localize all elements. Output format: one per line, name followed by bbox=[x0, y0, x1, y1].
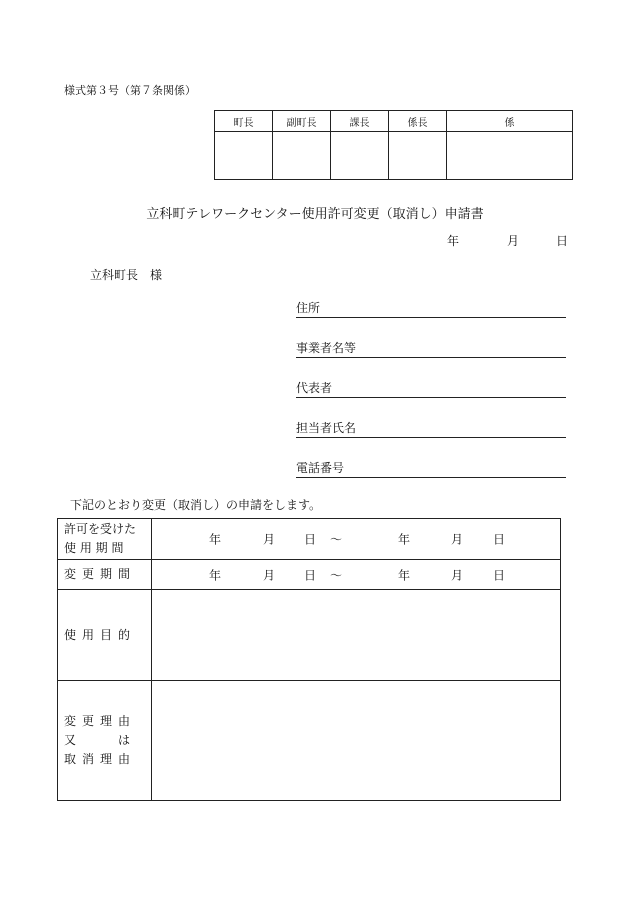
period1-tilde: ～ bbox=[330, 532, 343, 547]
reason-line2-char1: 又 bbox=[64, 733, 77, 747]
approval-stamp-table bbox=[214, 110, 573, 180]
period1-end-year: 年 bbox=[398, 532, 411, 547]
change-period-char1: 変 bbox=[64, 567, 77, 581]
reason-label bbox=[58, 681, 152, 801]
representative-field[interactable] bbox=[296, 380, 566, 398]
reason-line3-char2: 消 bbox=[81, 752, 94, 766]
approval-stamp-mayor[interactable] bbox=[215, 132, 273, 180]
period2-start-day: 日 bbox=[304, 568, 317, 582]
change-period-label bbox=[58, 560, 152, 590]
purpose-char2: 用 bbox=[81, 627, 94, 642]
purpose-char3: 目 bbox=[99, 627, 112, 642]
permitted-period-label-line2: 使 用 期 間 bbox=[64, 541, 124, 555]
approval-header-subsection-chief: 係長 bbox=[389, 111, 447, 132]
permitted-period-label bbox=[58, 519, 152, 560]
business-name-field[interactable] bbox=[296, 340, 566, 358]
period2-start-month: 月 bbox=[263, 568, 276, 582]
approval-stamp-subsection-chief[interactable] bbox=[389, 132, 447, 180]
permitted-period-value[interactable] bbox=[152, 519, 561, 560]
permitted-period-label-line1: 許可を受けた bbox=[64, 522, 137, 536]
address-label: 住所 bbox=[296, 301, 321, 315]
form-number: 様式第３号（第７条関係） bbox=[64, 84, 196, 97]
phone-field[interactable] bbox=[296, 460, 566, 478]
approval-header-staff: 係 bbox=[447, 111, 573, 132]
change-period-value[interactable] bbox=[152, 560, 561, 590]
approval-header-section-chief: 課長 bbox=[331, 111, 389, 132]
reason-line2-char2: は bbox=[117, 733, 130, 747]
change-period-char3: 期 bbox=[99, 567, 112, 581]
application-table bbox=[57, 518, 561, 801]
reason-line1-char4: 由 bbox=[117, 714, 130, 728]
period2-end-day: 日 bbox=[493, 568, 506, 582]
date-month: 月 bbox=[507, 234, 520, 248]
date-day: 日 bbox=[556, 234, 569, 248]
period1-start-month: 月 bbox=[263, 532, 276, 547]
approval-stamp-deputy-mayor[interactable] bbox=[273, 132, 331, 180]
purpose-char1: 使 bbox=[64, 627, 77, 642]
contact-person-field[interactable] bbox=[296, 420, 566, 438]
approval-stamp-section-chief[interactable] bbox=[331, 132, 389, 180]
addressee: 立科町長 様 bbox=[90, 268, 163, 282]
period2-end-year: 年 bbox=[398, 568, 411, 582]
period2-tilde: ～ bbox=[330, 568, 343, 582]
change-period-char4: 間 bbox=[117, 567, 130, 581]
reason-line1-char3: 理 bbox=[99, 714, 112, 728]
purpose-char4: 的 bbox=[117, 627, 130, 642]
representative-label: 代表者 bbox=[296, 381, 333, 395]
reason-line3-char4: 由 bbox=[117, 752, 130, 766]
approval-stamp-staff[interactable] bbox=[447, 132, 573, 180]
purpose-label bbox=[58, 590, 152, 681]
period2-end-month: 月 bbox=[451, 568, 464, 582]
period2-start-year: 年 bbox=[209, 568, 222, 582]
intro-text: 下記のとおり変更（取消し）の申請をします。 bbox=[70, 498, 322, 512]
period1-start-year: 年 bbox=[209, 532, 222, 547]
phone-label: 電話番号 bbox=[296, 461, 345, 475]
purpose-value[interactable] bbox=[152, 590, 561, 681]
reason-line1-char2: 更 bbox=[81, 714, 94, 728]
period1-end-day: 日 bbox=[493, 532, 506, 547]
reason-line3-char3: 理 bbox=[99, 752, 112, 766]
document-title: 立科町テレワークセンター使用許可変更（取消し）申請書 bbox=[146, 207, 484, 222]
reason-line3-char1: 取 bbox=[64, 752, 77, 766]
approval-header-mayor: 町長 bbox=[215, 111, 273, 132]
period1-end-month: 月 bbox=[451, 532, 464, 547]
reason-line1-char1: 変 bbox=[64, 714, 77, 728]
approval-header-deputy-mayor: 副町長 bbox=[273, 111, 331, 132]
business-name-label: 事業者名等 bbox=[296, 341, 357, 355]
contact-person-label: 担当者氏名 bbox=[296, 421, 357, 435]
change-period-char2: 更 bbox=[81, 567, 94, 581]
period1-start-day: 日 bbox=[304, 532, 317, 547]
address-field[interactable] bbox=[296, 300, 566, 318]
reason-value[interactable] bbox=[152, 681, 561, 801]
date-year: 年 bbox=[447, 234, 460, 248]
